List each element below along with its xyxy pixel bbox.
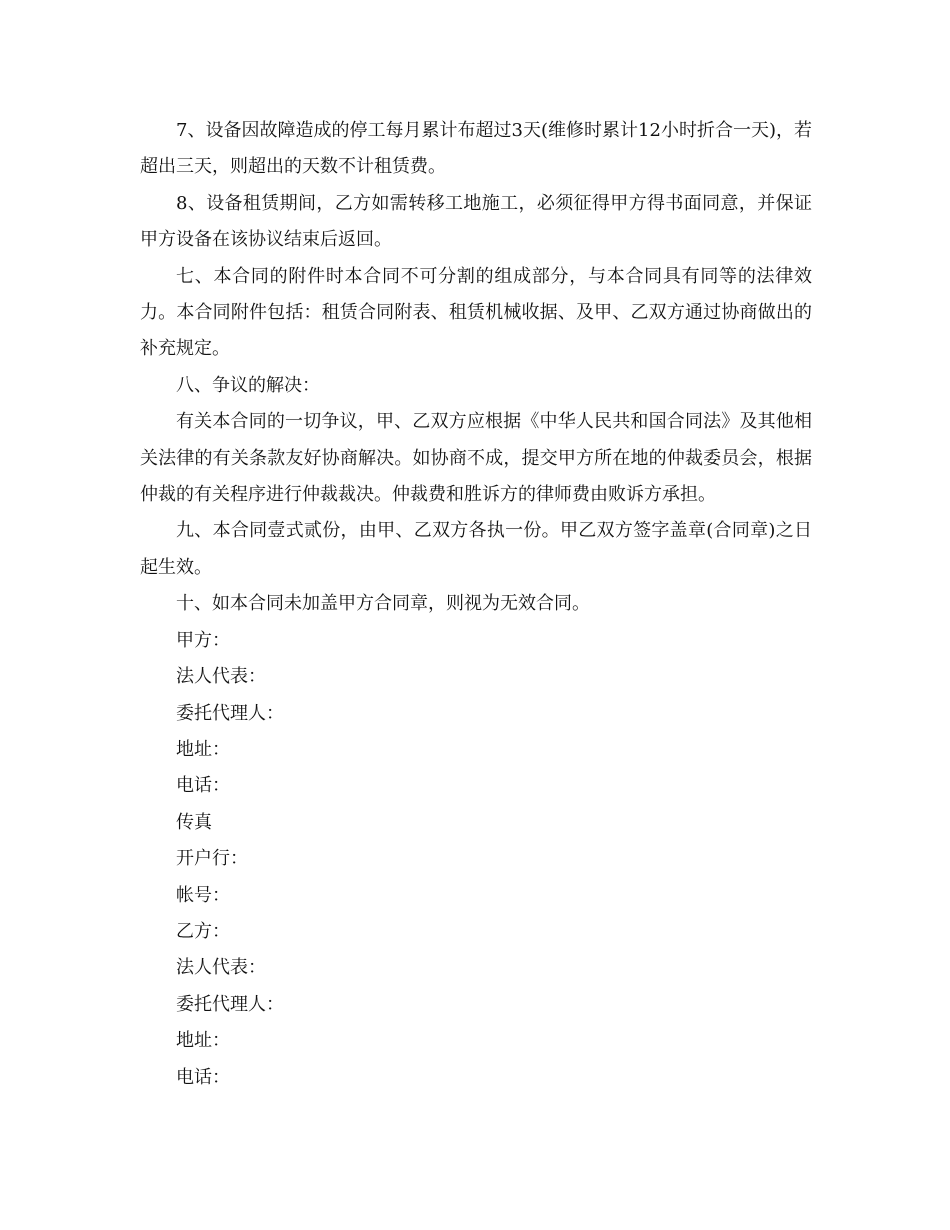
party-a-account-field: 帐号： bbox=[176, 884, 230, 906]
party-a-bank-field: 开户行： bbox=[176, 848, 248, 870]
party-b-address-field: 地址： bbox=[176, 1030, 230, 1052]
party-a-label: 甲方： bbox=[176, 629, 230, 651]
party-a-phone-field: 电话： bbox=[176, 775, 230, 797]
party-a-fax-field: 传真 bbox=[176, 811, 212, 833]
article-10-invalid-paragraph: 十、如本合同未加盖甲方合同章，则视为无效合同。 bbox=[176, 593, 590, 615]
document-body bbox=[140, 113, 812, 1096]
clause-7-paragraph: 7、设备因故障造成的停工每月累计布超过3天(维修时累计12小时折合一天)，若超出三天，则超出的天数不计租赁费。 bbox=[140, 120, 812, 178]
article-7-attachments-paragraph: 七、本合同的附件时本合同不可分割的组成部分，与本合同具有同等的法律效力。本合同附件包括：租赁合同附表、租赁机械收据、及甲、乙双方通过协商做出的补充规定。 bbox=[140, 265, 812, 360]
clause-8-paragraph: 8、设备租赁期间，乙方如需转移工地施工，必须征得甲方得书面同意，并保证甲方设备在该协议结束后返回。 bbox=[140, 192, 812, 251]
party-b-label: 乙方： bbox=[176, 920, 230, 942]
party-b-phone-field: 电话： bbox=[176, 1066, 230, 1088]
party-a-agent-field: 委托代理人： bbox=[176, 702, 284, 724]
dispute-resolution-paragraph: 有关本合同的一切争议，甲、乙双方应根据《中华人民共和国合同法》及其他相关法律的有关条款友好协商解决。如协商不成，提交甲方所在地的仲裁委员会，根据仲裁的有关程序进行仲裁裁决。仲裁费和胜诉方的律师费由败诉方承担。 bbox=[140, 411, 812, 506]
article-9-effect-paragraph: 九、本合同壹式贰份，由甲、乙双方各执一份。甲乙双方签字盖章(合同章)之日起生效。 bbox=[140, 520, 812, 578]
party-b-agent-field: 委托代理人： bbox=[176, 993, 284, 1015]
party-b-legal-rep-field: 法人代表： bbox=[176, 957, 266, 979]
party-a-legal-rep-field: 法人代表： bbox=[176, 666, 266, 688]
article-8-heading: 八、争议的解决： bbox=[176, 374, 320, 396]
party-a-address-field: 地址： bbox=[176, 738, 230, 760]
